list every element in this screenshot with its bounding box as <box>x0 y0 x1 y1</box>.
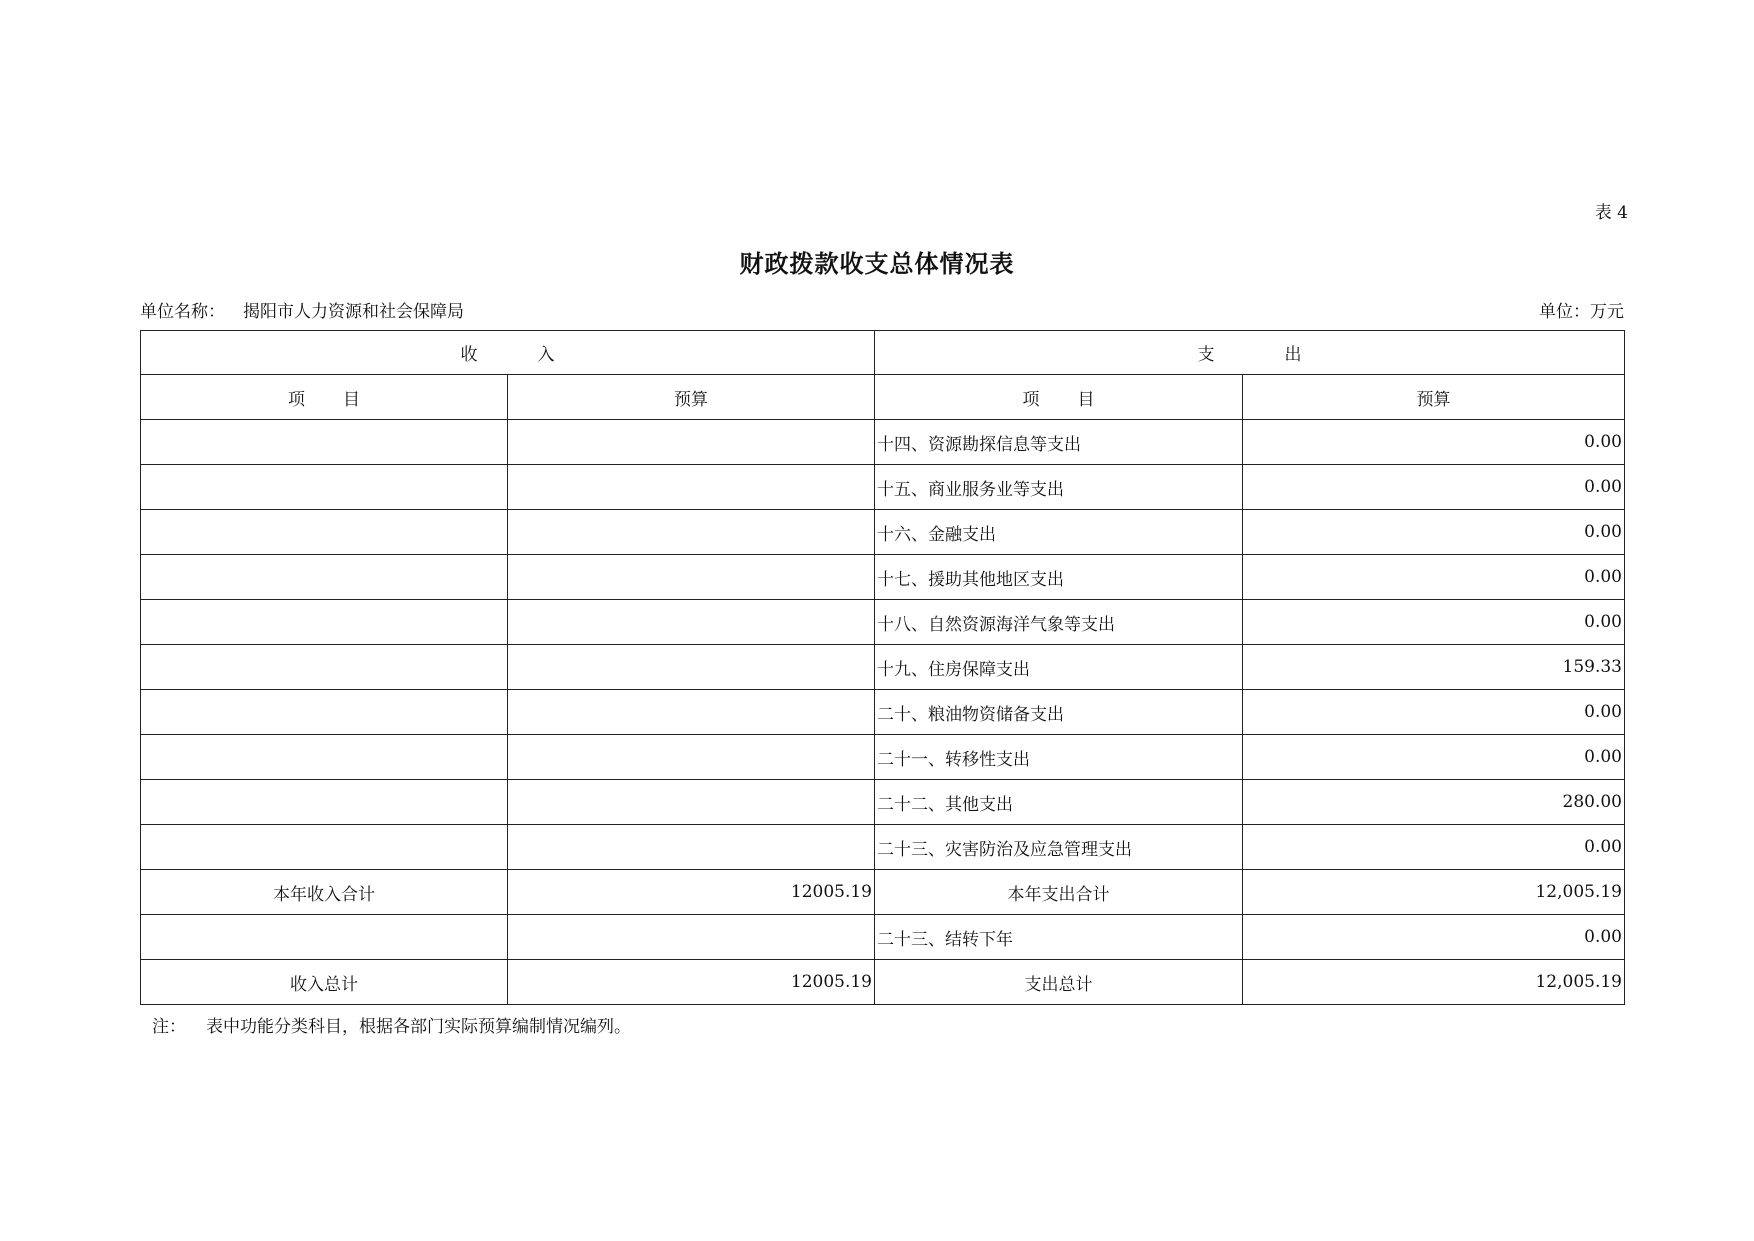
footnote <box>152 1012 631 1037</box>
income-item-cell <box>141 420 508 465</box>
unit-info-row <box>140 297 1624 322</box>
table-row <box>141 690 1625 735</box>
organization-name: 揭阳市人力资源和社会保障局 <box>243 302 464 322</box>
income-year-total-value: 12005.19 <box>508 870 875 915</box>
income-item-cell <box>141 510 508 555</box>
income-section-label: 收入 <box>460 345 615 365</box>
expense-item-cell: 十八、自然资源海洋气象等支出 <box>875 600 1243 645</box>
income-grand-total-label: 收入总计 <box>141 960 508 1005</box>
expense-item-cell: 二十、粮油物资储备支出 <box>875 690 1243 735</box>
table-row <box>141 555 1625 600</box>
currency-unit: 单位：万元 <box>1539 302 1624 322</box>
grand-total-row <box>141 960 1625 1005</box>
expense-budget-cell: 0.00 <box>1243 555 1625 600</box>
year-total-row <box>141 870 1625 915</box>
income-budget-cell <box>508 510 875 555</box>
table-row <box>141 465 1625 510</box>
expense-grand-total-label: 支出总计 <box>875 960 1243 1005</box>
expense-year-total-value: 12,005.19 <box>1243 870 1625 915</box>
expense-carry-forward-value: 0.00 <box>1243 915 1625 960</box>
income-budget-cell <box>508 555 875 600</box>
income-year-total-label: 本年收入合计 <box>141 870 508 915</box>
expense-year-total-label: 本年支出合计 <box>875 870 1243 915</box>
table-number: 表 4 <box>1594 203 1628 223</box>
expense-budget-cell: 0.00 <box>1243 690 1625 735</box>
income-item-header-label: 项目 <box>288 389 398 410</box>
income-grand-total-value: 12005.19 <box>508 960 875 1005</box>
income-budget-cell <box>508 645 875 690</box>
table-row <box>141 420 1625 465</box>
expense-item-cell: 十五、商业服务业等支出 <box>875 465 1243 510</box>
income-budget-cell <box>508 600 875 645</box>
income-budget-cell <box>508 465 875 510</box>
income-section-header <box>141 331 875 375</box>
organization-label: 单位名称： <box>140 302 225 322</box>
carry-forward-row <box>141 915 1625 960</box>
expense-section-label: 支出 <box>1197 345 1372 365</box>
table-row <box>141 645 1625 690</box>
expense-grand-total-value: 12,005.19 <box>1243 960 1625 1005</box>
income-item-header <box>141 375 508 420</box>
income-budget-header: 预算 <box>508 375 875 420</box>
expense-budget-cell: 0.00 <box>1243 735 1625 780</box>
expense-item-header <box>875 375 1243 420</box>
budget-table <box>140 330 1625 1005</box>
expense-item-cell: 十四、资源勘探信息等支出 <box>875 420 1243 465</box>
page-title: 财政拨款收支总体情况表 <box>739 249 1015 278</box>
table-row <box>141 825 1625 870</box>
expense-item-header-label: 项目 <box>1022 389 1133 410</box>
section-header-row <box>141 331 1625 375</box>
income-item-cell <box>141 645 508 690</box>
expense-budget-cell: 280.00 <box>1243 780 1625 825</box>
expense-section-header <box>875 331 1625 375</box>
income-item-cell <box>141 555 508 600</box>
expense-budget-cell: 0.00 <box>1243 600 1625 645</box>
expense-item-cell: 十七、援助其他地区支出 <box>875 555 1243 600</box>
income-item-cell <box>141 825 508 870</box>
income-item-cell <box>141 600 508 645</box>
expense-budget-header: 预算 <box>1243 375 1625 420</box>
expense-budget-cell: 0.00 <box>1243 420 1625 465</box>
footnote-label: 注： <box>152 1017 186 1037</box>
expense-item-cell: 二十一、转移性支出 <box>875 735 1243 780</box>
income-budget-cell <box>508 915 875 960</box>
income-item-cell <box>141 780 508 825</box>
expense-budget-cell: 0.00 <box>1243 825 1625 870</box>
income-budget-cell <box>508 735 875 780</box>
expense-budget-cell: 159.33 <box>1243 645 1625 690</box>
expense-budget-cell: 0.00 <box>1243 465 1625 510</box>
income-item-cell <box>141 735 508 780</box>
table-row <box>141 780 1625 825</box>
expense-carry-forward-label: 二十三、结转下年 <box>875 915 1243 960</box>
income-item-cell <box>141 465 508 510</box>
expense-item-cell: 二十三、灾害防治及应急管理支出 <box>875 825 1243 870</box>
footnote-text: 表中功能分类科目，根据各部门实际预算编制情况编列。 <box>206 1017 631 1037</box>
income-budget-cell <box>508 780 875 825</box>
income-item-cell <box>141 690 508 735</box>
expense-budget-cell: 0.00 <box>1243 510 1625 555</box>
income-budget-cell <box>508 690 875 735</box>
table-row <box>141 735 1625 780</box>
income-item-cell <box>141 915 508 960</box>
expense-item-cell: 十六、金融支出 <box>875 510 1243 555</box>
table-row <box>141 510 1625 555</box>
income-budget-cell <box>508 420 875 465</box>
organization-info <box>140 297 464 322</box>
column-header-row <box>141 375 1625 420</box>
table-row <box>141 600 1625 645</box>
expense-item-cell: 二十二、其他支出 <box>875 780 1243 825</box>
expense-item-cell: 十九、住房保障支出 <box>875 645 1243 690</box>
income-budget-cell <box>508 825 875 870</box>
